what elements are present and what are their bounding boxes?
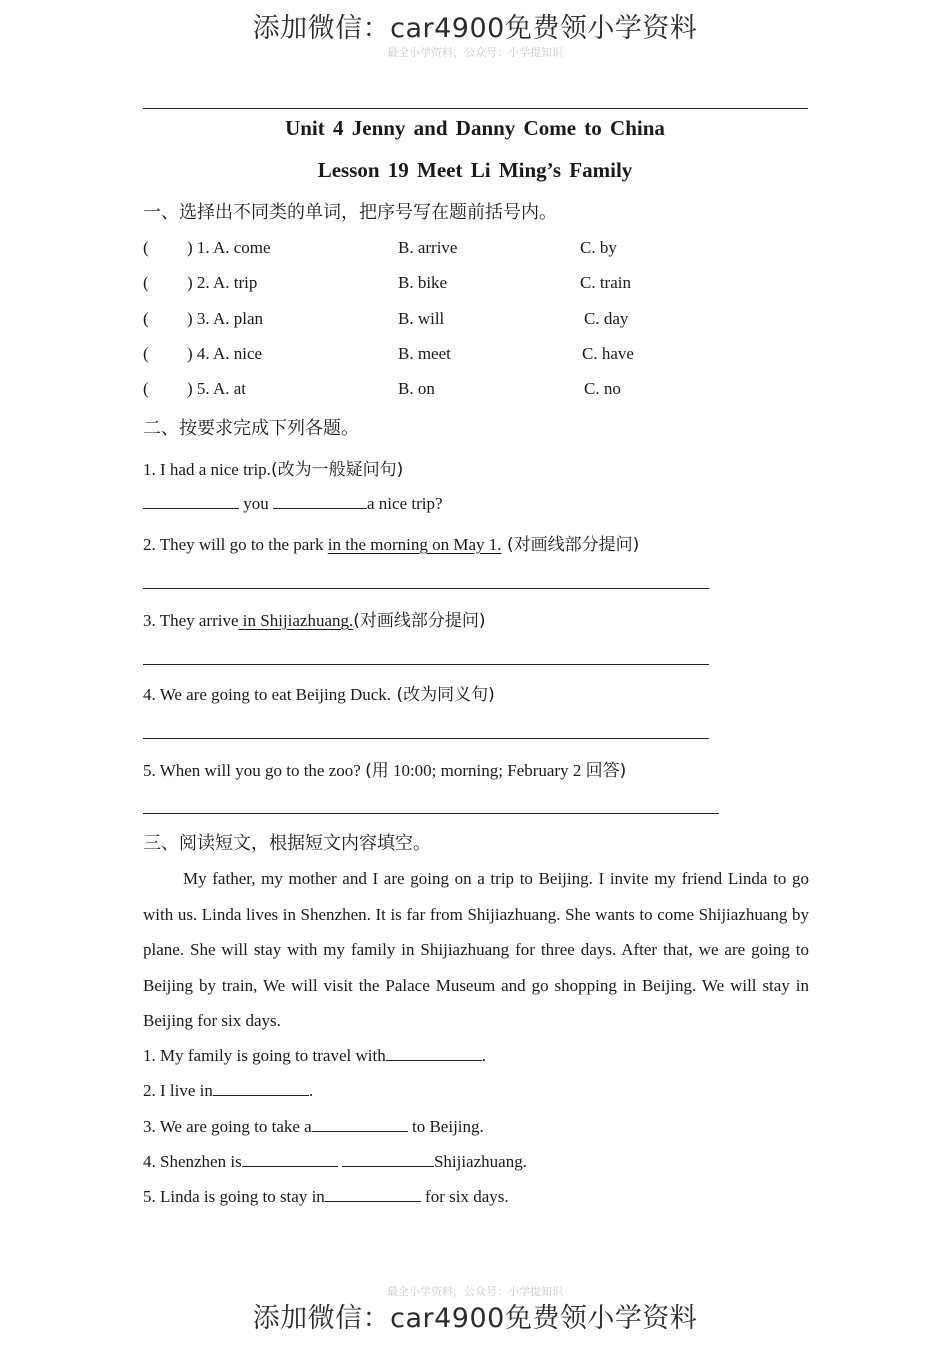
s2-question-3: 3. They arrive in Shijiazhuang.(对画线部分提问) — [143, 611, 486, 631]
s3-question-4: 4. Shenzhen is Shijiazhuang. — [143, 1152, 527, 1171]
option-a: ) 2. A. trip — [187, 273, 258, 292]
blank-line[interactable] — [242, 1152, 338, 1167]
blank-line[interactable] — [143, 494, 239, 509]
mcq-item — [143, 344, 703, 368]
mcq-item — [143, 273, 703, 297]
answer-line[interactable] — [143, 738, 709, 739]
option-b: B. will — [398, 309, 445, 328]
option-b: B. bike — [398, 273, 448, 292]
option-b: B. on — [398, 379, 435, 398]
option-c: C. day — [584, 309, 629, 328]
header-rule — [143, 108, 808, 109]
section2-heading: 二、按要求完成下列各题。 — [143, 418, 359, 439]
option-a: ) 1. A. come — [187, 238, 271, 257]
answer-paren[interactable]: ( — [143, 344, 149, 363]
option-a: ) 5. A. at — [187, 379, 247, 398]
option-c: C. by — [580, 238, 617, 257]
mcq-item — [143, 379, 703, 403]
s2-answer-1: you a nice trip? — [143, 494, 443, 514]
answer-line[interactable] — [143, 588, 709, 589]
faint-header-text: 最全小学资料，公众号：小学提知识 — [387, 46, 563, 59]
reading-passage: My father, my mother and I are going on a trip to Beijing. I invite my friend Linda to go with us. Linda lives in Shenzhen. It is far from Shijiazhuang. She wants to come Shijiazhuang by plane. She will stay with my family in Shijiazhuang for three days. After that, we are going to Beijing by train, We will visit the Palace Museum and go shopping in Beijing. We will stay in Beijing for six days. — [143, 869, 809, 1030]
s3-question-3: 3. We are going to take a to Beijing. — [143, 1117, 484, 1136]
s2-question-2: 2. They will go to the park in the morning on May 1. (对画线部分提问) — [143, 535, 640, 555]
answer-line[interactable] — [143, 664, 709, 665]
answer-paren[interactable]: ( — [143, 379, 149, 398]
s3-question-1: 1. My family is going to travel with . — [143, 1046, 486, 1065]
option-a: ) 4. A. nice — [187, 344, 263, 363]
faint-footer-text: 最全小学资料，公众号：小学提知识 — [387, 1285, 563, 1298]
answer-paren[interactable]: ( — [143, 309, 149, 328]
mcq-item — [143, 309, 703, 333]
s3-question-5: 5. Linda is going to stay in for six days. — [143, 1187, 509, 1206]
s3-question-2: 2. I live in . — [143, 1081, 314, 1100]
option-b: B. meet — [398, 344, 451, 363]
blank-line[interactable] — [386, 1046, 482, 1061]
blank-line[interactable] — [273, 494, 367, 509]
unit-title: Unit 4 Jenny and Danny Come to China — [285, 116, 665, 140]
s2-question-5: 5. When will you go to the zoo? (用 10:00; morning; February 2 回答) — [143, 761, 627, 781]
lesson-title: Lesson 19 Meet Li Ming’s Family — [317, 158, 633, 182]
answer-line[interactable] — [143, 813, 719, 814]
option-c: C. have — [582, 344, 634, 363]
blank-line[interactable] — [342, 1152, 434, 1167]
section1-heading: 一、选择出不同类的单词，把序号写在题前括号内。 — [143, 202, 557, 223]
option-c: C. train — [580, 273, 631, 292]
option-b: B. arrive — [398, 238, 458, 257]
option-c: C. no — [584, 379, 621, 398]
blank-line[interactable] — [325, 1187, 421, 1202]
blank-line[interactable] — [312, 1117, 408, 1132]
option-a: ) 3. A. plan — [187, 309, 264, 328]
s2-question-4: 4. We are going to eat Beijing Duck. (改为同义句) — [143, 685, 495, 705]
blank-line[interactable] — [213, 1081, 309, 1096]
mcq-item — [143, 238, 703, 262]
answer-paren[interactable]: ( — [143, 238, 149, 257]
section3-heading: 三、阅读短文，根据短文内容填空。 — [143, 833, 431, 854]
s2-question-1: 1. I had a nice trip.(改为一般疑问句) — [143, 460, 404, 480]
watermark-top: 添加微信：car4900免费领小学资料 — [252, 13, 698, 44]
answer-paren[interactable]: ( — [143, 273, 149, 292]
watermark-bottom: 添加微信：car4900免费领小学资料 — [252, 1303, 698, 1334]
